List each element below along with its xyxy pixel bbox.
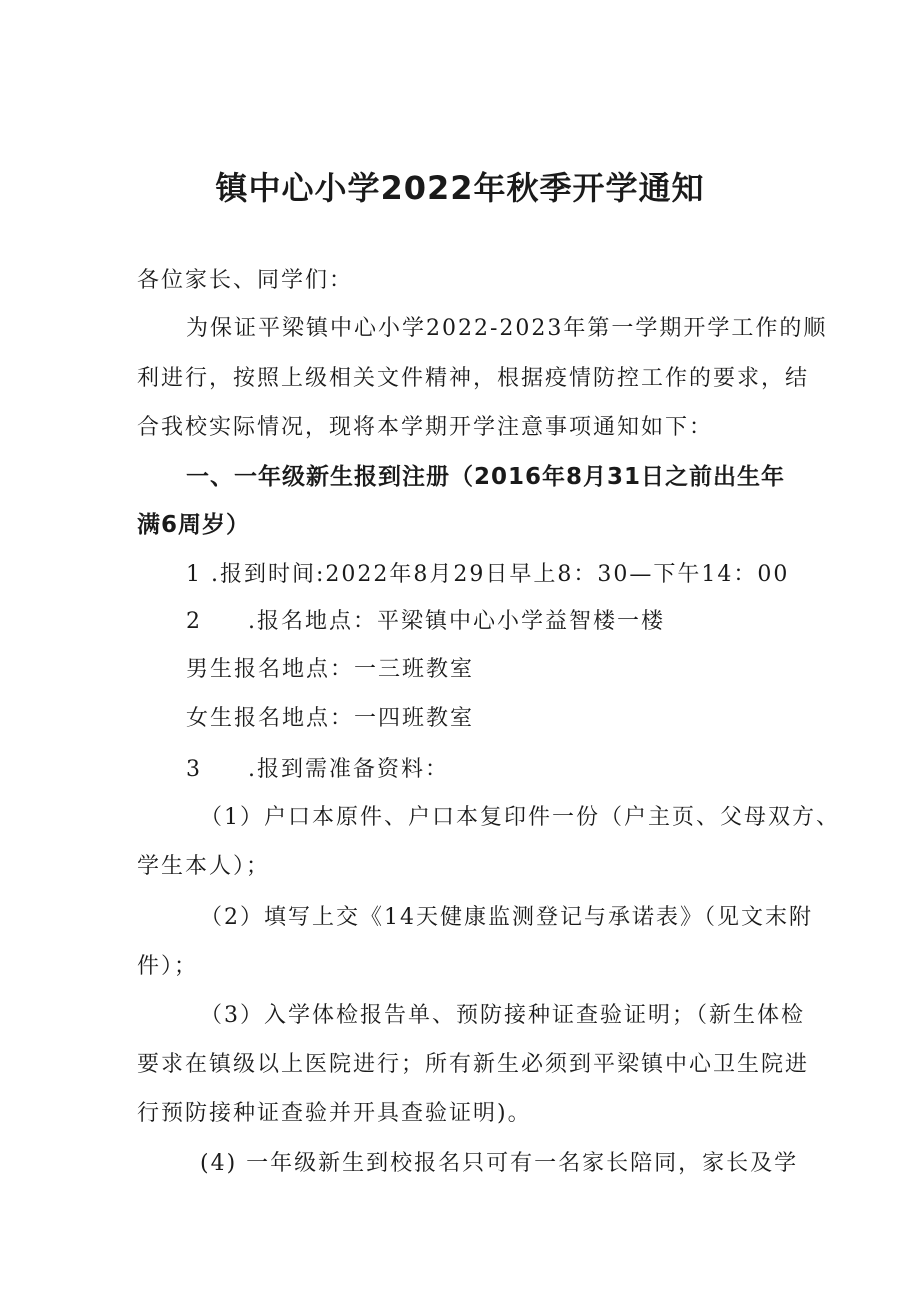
girls-location: 女生报名地点：一四班教室 <box>186 706 475 731</box>
item-materials <box>186 755 449 785</box>
intro-line-3: 合我校实际情况，现将本学期开学注意事项通知如下： <box>137 415 714 440</box>
item-text: .报到需准备资料： <box>248 757 449 782</box>
salutation: 各位家长、同学们： <box>137 268 354 293</box>
item-number: 3 <box>186 757 202 782</box>
page-title: 镇中心小学2022年秋季开学通知 <box>215 169 705 207</box>
intro-line-1: 为保证平梁镇中心小学2022-2023年第一学期开学工作的顺 <box>186 316 828 341</box>
sub-item-3-line-2: 要求在镇级以上医院进行；所有新生必须到平梁镇中心卫生院进 <box>137 1052 810 1077</box>
sub-item-1-line-2: 学生本人）； <box>137 854 271 879</box>
section-heading-line-1: 一、一年级新生报到注册（2016年8月31日之前出生年 <box>186 464 786 490</box>
item-text: .报名地点：平梁镇中心小学益智楼一楼 <box>248 609 665 634</box>
sub-item-2-line-2: 件）； <box>137 954 199 979</box>
sub-item-4-line-1: (4) 一年级新生到校报名只可有一名家长陪同，家长及学 <box>200 1151 799 1176</box>
item-report-location <box>186 607 665 637</box>
sub-item-2-line-1: （2）填写上交《14天健康监测登记与承诺表》（见文末附 <box>200 905 813 930</box>
sub-item-3-line-1: （3）入学体检报告单、预防接种证查验证明；（新生体检 <box>200 1003 805 1028</box>
section-heading-line-2: 满6周岁） <box>137 512 251 538</box>
item-number: 2 <box>186 609 202 634</box>
boys-location: 男生报名地点：一三班教室 <box>186 657 475 682</box>
sub-item-3-line-3: 行预防接种证查验并开具查验证明)。 <box>137 1101 532 1126</box>
intro-line-2: 利进行，按照上级相关文件精神，根据疫情防控工作的要求，结 <box>137 366 810 391</box>
item-report-time: 1 .报到时间:2022年8月29日早上8：30—下午14：00 <box>186 562 790 587</box>
sub-item-1-line-1: （1）户口本原件、户口本复印件一份（户主页、父母双方、 <box>200 805 840 830</box>
